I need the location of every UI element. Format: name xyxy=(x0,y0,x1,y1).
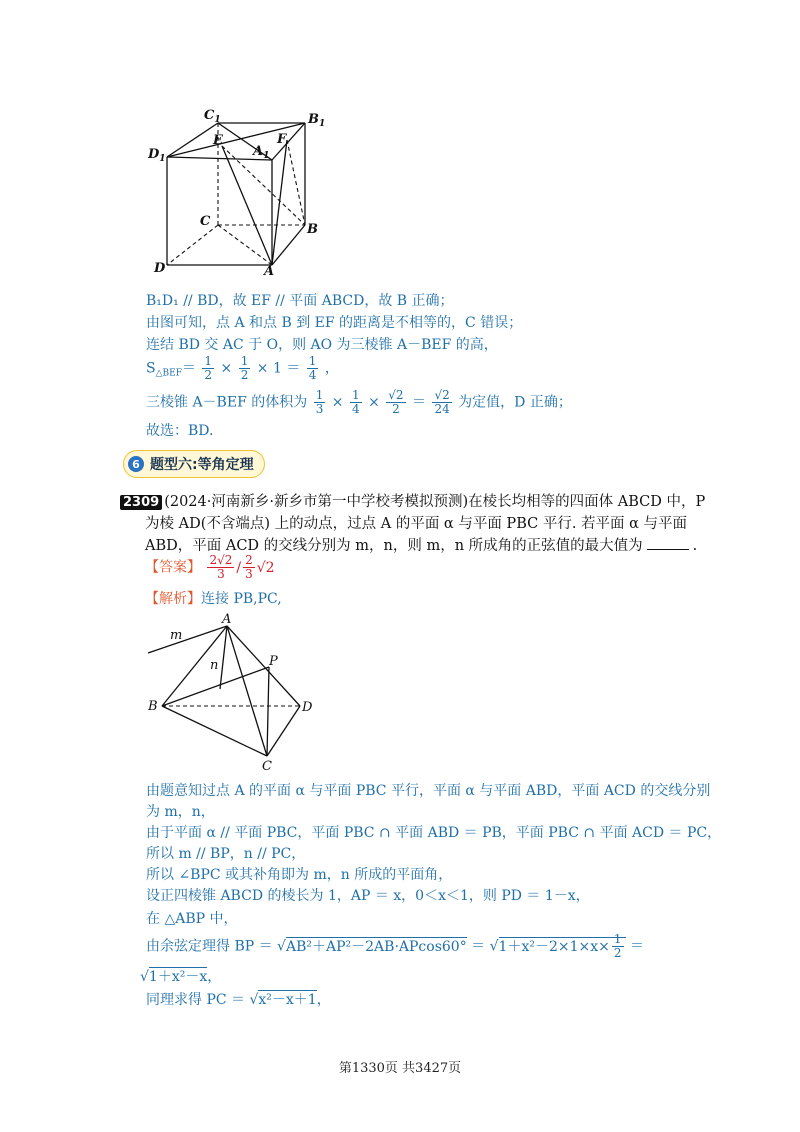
sol2-line3: 由于平面 α // 平面 PBC，平面 PBC ∩ 平面 ABD ＝ PB，平面 PBC ∩ 平面 ACD ＝ PC， xyxy=(146,825,722,841)
sol2-line8: 由余弦定理得 BP ＝ √AB²＋AP²－2AB·APcos60° ＝ √1＋x²－2×1×x× $\frac{1}{2}$ ＝ xyxy=(146,932,644,960)
question-line2: 为棱 AD(不含端点) 上的动点，过点 A 的平面 α 与平面 PBC 平行. 若平面 α 与平面 xyxy=(145,516,688,532)
sol2-line9: √1＋x²－x， xyxy=(140,969,222,985)
tetra-label-a: A xyxy=(222,612,232,627)
tetrahedron-figure xyxy=(145,610,325,770)
cube-label-d1: D xyxy=(148,147,160,162)
svg-text:C1: $C_1$ xyxy=(204,108,221,125)
cube-label-c1: C xyxy=(204,108,215,123)
sol2-line1: 由题意知过点 A 的平面 α 与平面 PBC 平行，平面 α 与平面 ABD，平面 ACD 的交线分别 xyxy=(146,783,711,799)
sol1-line4: $S_{\triangle BEF}=$ $\frac{1}{2}$ × $\frac{1}{2}$ × 1 ＝ $\frac{1}{4}$ ， xyxy=(146,354,339,382)
tetra-label-p: P xyxy=(269,654,278,669)
section-title: 题型六:等角定理 xyxy=(150,457,254,473)
section-number: 6 xyxy=(128,456,144,472)
sol1-line6: 故选：BD. xyxy=(146,423,214,439)
tetra-label-n: n xyxy=(210,658,219,673)
question-line1: 2309 (2024·河南新乡·新乡市第一中学校考模拟预测)在棱长均相等的四面体 ABCD 中，P xyxy=(120,490,705,511)
sol2-line2: 为 m，n， xyxy=(146,804,215,820)
cube-label-a1: A xyxy=(253,144,264,159)
svg-text:B1: $B_1$ xyxy=(308,112,326,129)
svg-text:A1: $A_1$ xyxy=(253,144,270,161)
analysis-line: 【解析】连接 PB,PC, xyxy=(145,591,282,607)
sol2-line5: 所以 ∠BPC 或其补角即为 m，n 所成的平面角， xyxy=(146,867,453,883)
page-footer: 第1330页 共3427页 xyxy=(338,1061,462,1076)
cube-label-d: D xyxy=(154,261,166,276)
cube-label-a: A xyxy=(264,264,275,279)
sol2-line4: 所以 m // BP，n // PC， xyxy=(146,846,306,862)
answer-line: 【答案】 $\frac{2√2}{3}$ / $\frac{2}{3}$ √2 xyxy=(145,553,275,581)
section-badge xyxy=(123,450,265,478)
tetra-label-b: B xyxy=(148,699,158,714)
cube-label-f: F xyxy=(277,132,287,147)
svg-text:D1: $D_1$ xyxy=(148,147,166,164)
answer-blank xyxy=(647,549,689,550)
sol2-line7: 在 △ABP 中， xyxy=(146,911,238,927)
tetra-label-c: C xyxy=(262,759,272,770)
sol1-line2: 由图可知，点 A 和点 B 到 EF 的距离是不相等的，C 错误； xyxy=(146,315,523,331)
tetra-label-m: m xyxy=(170,628,183,643)
cube-label-b1: B xyxy=(308,112,319,127)
question-line3: ABD，平面 ACD 的交线分别为 m，n，则 m，n 所成角的正弦值的最大值为 . xyxy=(145,538,698,554)
cube-label-b: B xyxy=(307,222,318,237)
sol2-line10: 同理求得 PC ＝ √x²－x＋1， xyxy=(146,992,331,1008)
question-number: 2309 xyxy=(120,495,162,510)
cube-label-c: C xyxy=(200,214,211,229)
cube-label-e: E xyxy=(213,133,223,148)
tetra-label-d: D xyxy=(302,700,313,715)
cube-figure xyxy=(140,100,340,285)
sol1-line3: 连结 BD 交 AC 于 O，则 AO 为三棱锥 A－BEF 的高， xyxy=(146,337,498,353)
sol1-line1: B₁D₁ // BD，故 EF // 平面 ABCD，故 B 正确； xyxy=(146,293,454,309)
sol1-line5: 三棱锥 A－BEF 的体积为 $\frac{1}{3}$ × $\frac{1}{4}$ × $\frac{√2}{2}$ ＝ $\frac{√2}{24}$ 为定值，D 正确； xyxy=(146,388,572,416)
sol2-line6: 设正四棱锥 ABCD 的棱长为 1，AP ＝ x，0＜x＜1，则 PD ＝ 1－x， xyxy=(146,888,590,904)
